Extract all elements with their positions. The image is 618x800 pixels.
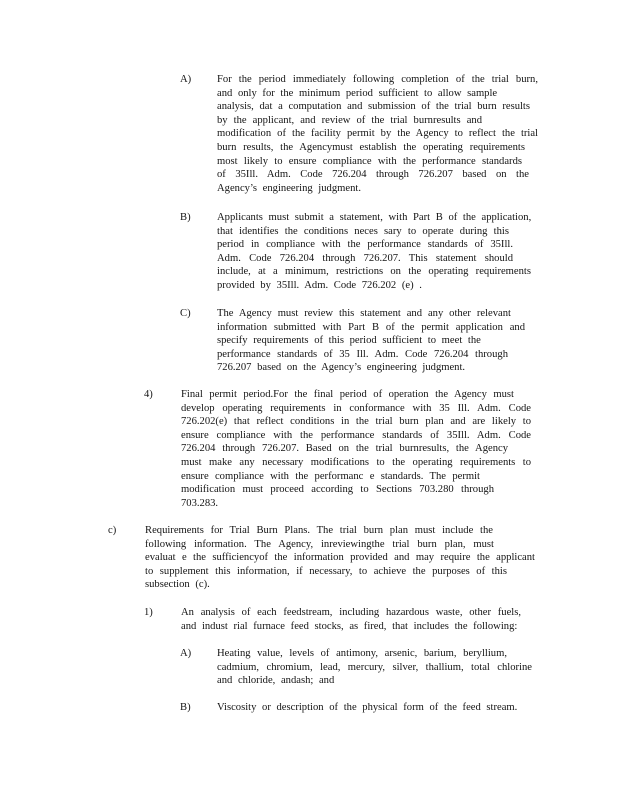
- text-line: performance standards of 35 Ill. Adm. Code 726.204 through: [217, 348, 508, 360]
- text-line: Viscosity or description of the physical form of the feed stream.: [217, 702, 518, 713]
- text-line: and indust rial furnace feed stocks, as fired, that includes the following:: [181, 620, 518, 632]
- text-line: information submitted with Part B of the permit application and: [217, 321, 525, 333]
- text-line: Adm. Code 726.204 through 726.207. This statement should: [217, 252, 513, 264]
- paragraph: [217, 647, 532, 688]
- text-line: period in compliance with the performance standards of 35Ill.: [217, 239, 513, 251]
- text-line: ensure compliance with the performance standards of 35Ill. Adm. Code: [181, 429, 531, 441]
- text-line: evaluat e the sufficiencyof the information provided and may require the applicant: [145, 552, 535, 564]
- list-marker: 4): [144, 389, 153, 400]
- text-line: and only for the minimum period sufficient to allow sample: [217, 87, 498, 99]
- text-line: Agency’s engineering judgment.: [217, 182, 361, 194]
- text-line: burn results, the Agencymust establish the operating requirements: [217, 141, 525, 153]
- text-line: For the period immediately following completion of the trial burn,: [217, 74, 538, 85]
- text-line: develop operating requirements in conformance with 35 Ill. Adm. Code: [181, 402, 531, 414]
- paragraph: [181, 388, 531, 510]
- text-line: An analysis of each feedstream, including hazardous waste, other fuels,: [181, 607, 521, 618]
- text-line: Final permit period.For the final period of operation the Agency must: [181, 389, 514, 400]
- list-marker: 1): [144, 607, 153, 618]
- text-line: include, at a minimum, restrictions on the operating requirements: [217, 266, 531, 278]
- text-line: most likely to ensure compliance with the performance standards: [217, 155, 522, 167]
- text-line: 726.204 through 726.207. Based on the trial burnresults, the Agency: [181, 443, 508, 455]
- text-line: and chloride, andash; and: [217, 675, 335, 687]
- paragraph: [181, 606, 521, 633]
- text-line: to supplement this information, if necessary, to achieve the purposes of this: [145, 565, 507, 577]
- text-line: Requirements for Trial Burn Plans. The trial burn plan must include the: [145, 525, 493, 536]
- list-marker: C): [180, 308, 191, 319]
- text-line: modification must proceed according to Sections 703.280 through: [181, 484, 494, 496]
- text-line: 726.202(e) that reflect conditions in the trial burn plan and are likely to: [181, 416, 531, 428]
- list-marker: B): [180, 212, 191, 223]
- paragraph: [217, 307, 525, 375]
- text-line: that identifies the conditions neces sary to operate during this: [217, 225, 509, 237]
- text-line: modification of the facility permit by the Agency to reflect the trial: [217, 128, 538, 140]
- list-marker: B): [180, 702, 191, 713]
- text-line: subsection (c).: [145, 579, 210, 591]
- paragraph: [217, 211, 531, 293]
- text-line: by the applicant, and review of the trial burnresults and: [217, 114, 482, 126]
- list-marker: c): [108, 525, 117, 536]
- text-line: must make any necessary modifications to the operating requirements to: [181, 456, 531, 468]
- list-marker: A): [180, 648, 192, 659]
- text-line: specify requirements of this period sufficient to meet the: [217, 335, 481, 347]
- text-line: 726.207 based on the Agency’s engineering judgment.: [217, 362, 466, 374]
- paragraph: [217, 73, 538, 195]
- text-line: cadmium, chromium, lead, mercury, silver, thallium, total chlorine: [217, 661, 532, 673]
- text-line: analysis, dat a computation and submission of the trial burn results: [217, 101, 530, 113]
- text-line: The Agency must review this statement and any other relevant: [217, 308, 511, 319]
- list-marker: A): [180, 74, 192, 85]
- text-line: ensure compliance with the performanc e standards. The permit: [181, 470, 480, 482]
- text-line: following information. The Agency, inreviewingthe trial burn plan, must: [145, 538, 494, 550]
- text-line: Heating value, levels of antimony, arsenic, barium, beryllium,: [217, 648, 507, 659]
- paragraph: [217, 701, 517, 715]
- text-line: provided by 35Ill. Adm. Code 726.202 (e) .: [217, 279, 422, 291]
- text-line: 703.283.: [181, 497, 219, 509]
- text-line: of 35Ill. Adm. Code 726.204 through 726.207 based on the: [217, 169, 529, 181]
- text-line: Applicants must submit a statement, with Part B of the application,: [217, 212, 532, 223]
- paragraph: [145, 524, 535, 592]
